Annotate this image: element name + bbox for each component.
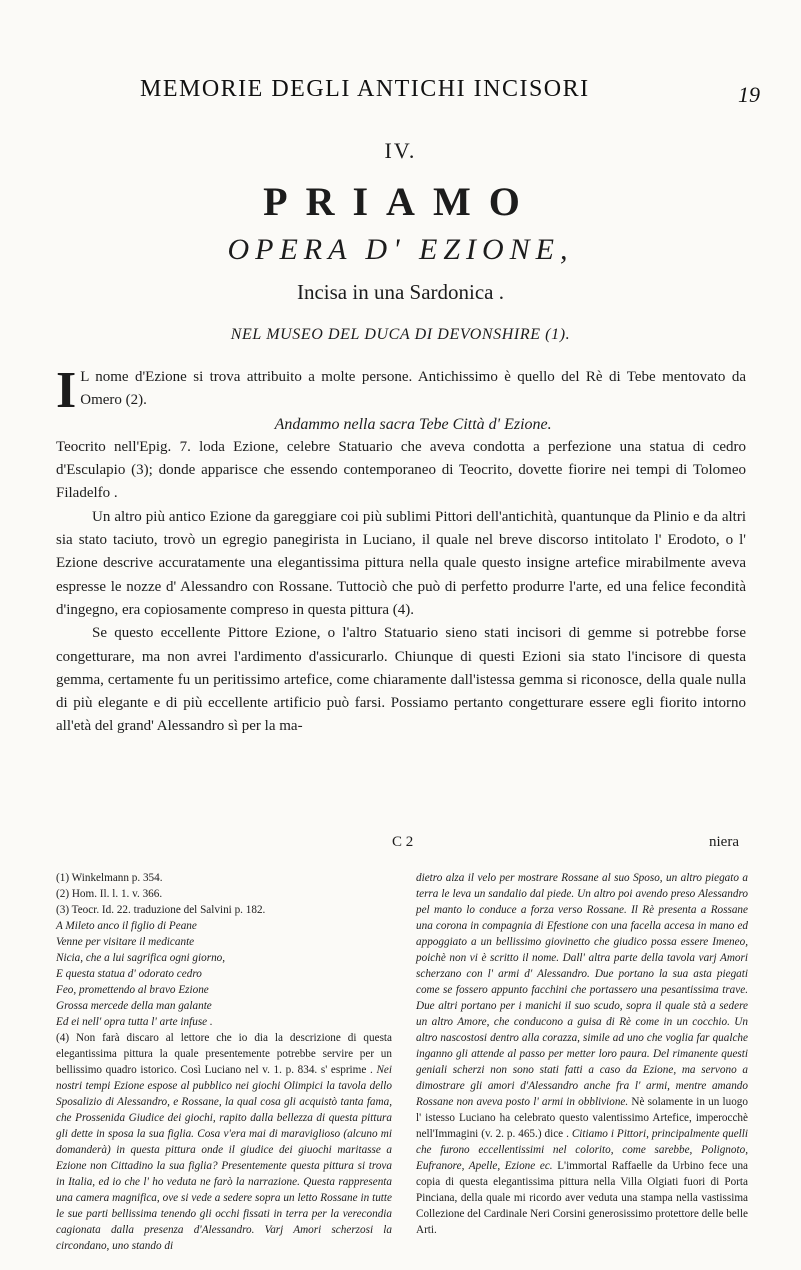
paragraph-1-text: L nome d'Ezione si trova attribuito a molte persone. Antichissimo è quello del Rè di Tebe mentovato da Omero (2).: [80, 369, 746, 409]
footnote-verse-line: Feo, promettendo al bravo Ezione: [56, 984, 209, 996]
museum-location: NEL MUSEO DEL DUCA DI DEVONSHIRE (1).: [230, 326, 571, 343]
footnote-verse-line: E questa statua d' odorato cedro: [56, 968, 202, 980]
catchword: niera: [709, 834, 739, 850]
footnote-4: [56, 1030, 392, 1254]
signature-mark: C 2: [392, 834, 414, 850]
paragraph-1: [56, 362, 746, 419]
footnote-1: (1) Winkelmann p. 354.: [56, 872, 163, 884]
main-text: [56, 362, 746, 739]
page-number: 19: [738, 82, 760, 107]
footnote-verse-line: Venne per visitare il medicante: [56, 936, 195, 948]
footnote-4-quote-continued: dietro alza il velo per mostrare Rossane al suo Sposo, un altro piegato a terra le leva un sandalio dal piede. Un altro poi avendo preso Alessandro pel manto lo conduce a forza verso Rossane. Il Rè presenta a Rossane una corona in compagnia di Efestione con una facella accesa in mano ed appoggiato a un bellissimo giovinetto che giudico possa essere Imeneo, poichè non vi è scritto il nome. Dall' altra parte della tavola varj Amori scherzano con l' armi d' Alessandro. Due portano la sua asta piegati come se fossero appunto facchini che portassero una pesantissima trave. Due altri portano per i manichi il suo scudo, sopra il quale stà a sedere un altro Amore, che conducono a guisa di Rè come in un cocchio. Un altro nascostosi dentro alla corazza, simile ad uno che voglia far qualche inganno gli attende al passo per metter loro paura. Del rimanente questi geniali scherzi non sono stati fatti a caso da Ezione, ma servono a dimostrare gli amori d'Alessandro anche fra l' armi, mentre amando Rossane non aveva posto l' armi in obblivione.: [416, 872, 748, 1108]
drop-cap: I: [56, 362, 77, 419]
footnote-3: (3) Teocr. Id. 22. traduzione del Salvini p. 182.: [56, 904, 266, 916]
footnote-verse-line: A Mileto anco il figlio di Peane: [56, 920, 197, 932]
footnote-2: (2) Hom. Il. l. 1. v. 366.: [56, 888, 163, 900]
footnote-verse-line: Ed ei nell' opra tutta l' arte infuse .: [56, 1016, 213, 1028]
chapter-title: PRIAMO: [263, 179, 538, 224]
paragraph-4: Se questo eccellente Pittore Ezione, o l'altro Statuario sieno stati incisori di gemme si potrebbe forse congetturare, ma non avrei l'ardimento d'assicurarlo. Chiunque di questi Ezioni sia stato l'incisore di questa gemma, certamente fu un peritissimo artefice, come chiaramente dall'istessa gemma si riconosce, della quale nulla di più elegante e di più eccellente artificio può farsi. Possiamo pertanto congetturare essere egli fiorito intorno all'età del grand' Alessandro sì per la ma-: [56, 625, 746, 735]
paragraph-3: Un altro più antico Ezione da gareggiare coi più sublimi Pittori dell'antichità, quantunque da Plinio e da altri sia stato taciuto, trovò un egregio panegirista in Luciano, il quale nel breve discorso intitolato l' Erodoto, o l' Ezione descrive accuratamente una elegantissima pittura nella quale questo insigne artefice mirabilmente aveva espresse le nozze d' Alessandro con Rossane. Tuttociò che può di perfetto produrre l'arte, ed una felice fecondità d'ingegno, era copiosamente compreso in questa pittura (4).: [56, 508, 746, 618]
footnote-4-tail-quote: Citiamo i Pittori, principalmente quelli che furono eccellentissimi nel colorito, come sarebbe, Polignoto, Eufranore, Apelle, Ezione ec.: [416, 1128, 748, 1172]
paragraph-2: Teocrito nell'Epig. 7. loda Ezione, celebre Statuario che aveva condotta a perfezione una statua di cedro d'Esculapio (3); donde apparisce che essendo contemporaneo di Teocrito, dovette fiorire nei tempi di Tolomeo Filadelfo .: [56, 438, 746, 502]
quoted-verse: Andammo nella sacra Tebe Città d' Ezione.: [274, 415, 552, 433]
section-number: IV.: [384, 138, 417, 163]
footnote-verse-line: Nicia, che a lui sagrifica ogni giorno,: [56, 952, 226, 964]
footnote-4-end: L'immortal Raffaelle da Urbino fece una copia di questa elegantissima pittura nella Villa Olgiati fuori di Porta Pinciana, della quale mi ricordo aver veduta una stampa nella vastissima Collezione del Cardinale Neri Corsini generosissimo protettore delle belle Arti.: [416, 1160, 749, 1236]
footnote-verse-line: Grossa mercede della man galante: [56, 1000, 212, 1012]
gem-caption: Incisa in una Sardonica .: [296, 280, 505, 304]
footnotes-right-column: [416, 870, 748, 1238]
running-head: MEMORIE DEGLI ANTICHI INCISORI: [140, 76, 590, 102]
footnote-4-intro: (4) Non farà discaro al lettore che io dia la descrizione di questa elegantissima pittura la quale presentemente potrebbe servire per un bellissimo quadro istorico. Così Luciano nel v. 1. p. 834. s' esprime .: [56, 1032, 392, 1076]
chapter-subtitle: OPERA D' EZIONE,: [227, 233, 574, 266]
footnote-4-continued: [416, 870, 748, 1238]
footnote-4-quote: Nei nostri tempi Ezione espose al pubblico nei giochi Olimpici la tavola dello Sposalizio di Alessandro, e Rossane, la qual cosa gli acquistò tanta fama, che Prossenida Giudice dei giochi, rapito dalla bellezza di questa pittura gli dette in sposa la sua figlia. Cosa v'era mai di maraviglioso (alcuno mi domanderà) in questa pittura onde il giudice dei giuochi maritasse a Ezione non Cittadino la sua figlia? Presentemente questa pittura si trova in Italia, ed io che l' ho veduta ne farò la narrazione. Questa rappresenta una camera magnifica, ove si vede a sedere sopra un letto Rossane in tutte le sue parti bellissima tenendo gli occhi fissati in terra per la verecondia cagionata dalla presenza d'Alessandro. Varj Amori scherzosi la circondano, uno stando di: [56, 1064, 393, 1252]
footnote-4-tail: Nè solamente in un luogo l' istesso Luciano ha celebrato questo valentissimo Artefice, imperocchè nell'Immagini (v. 2. p. 465.) dice .: [416, 1096, 748, 1140]
footnotes-left-column: [56, 870, 392, 1254]
